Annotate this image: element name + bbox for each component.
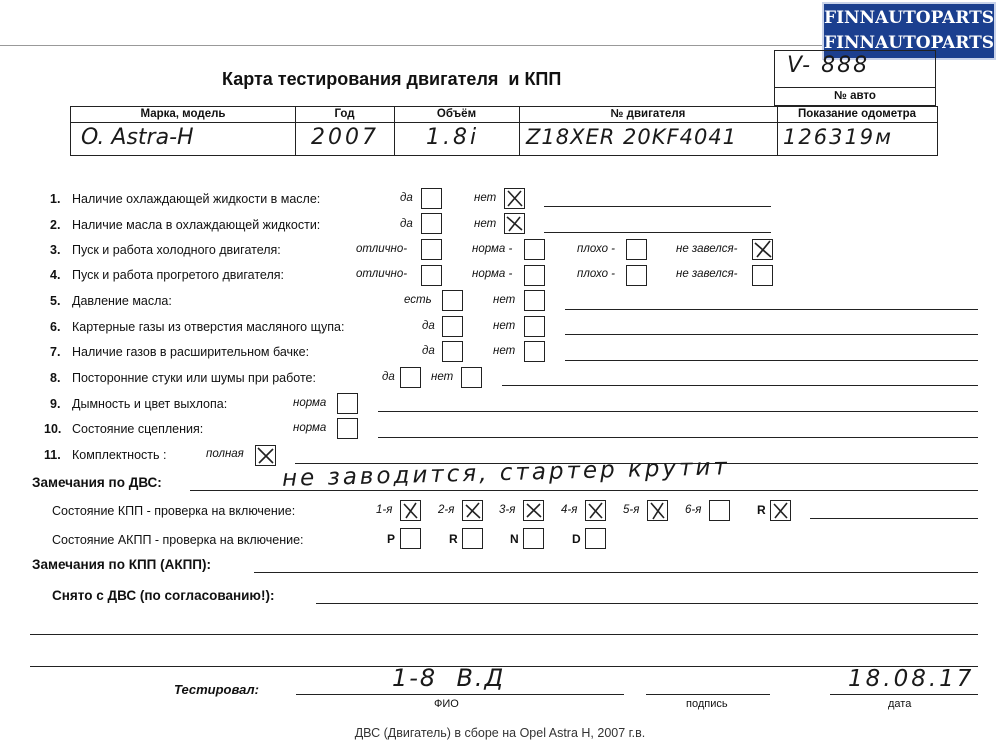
- akpp-r-label: R: [449, 532, 458, 546]
- q6-no-checkbox[interactable]: [524, 316, 545, 337]
- cross-mark-icon: [753, 240, 772, 259]
- akpp-p-checkbox[interactable]: [400, 528, 421, 549]
- q4-text: Пуск и работа прогретого двигателя:: [72, 268, 284, 282]
- q7-yes-checkbox[interactable]: [442, 341, 463, 362]
- cross-mark-icon: [586, 501, 605, 520]
- q4-opt-excellent-label: отлично-: [356, 268, 408, 280]
- cross-mark-icon: [505, 214, 524, 233]
- q2-number: 2.: [50, 218, 61, 232]
- q10-norm-checkbox[interactable]: [337, 418, 358, 439]
- q8-number: 8.: [50, 371, 61, 385]
- engine-remarks-label: Замечания по ДВС:: [32, 475, 162, 490]
- header-brand-model: Марка, модель: [140, 108, 226, 120]
- q11-opt-full-label: полная: [206, 448, 244, 460]
- q2-no-checkbox[interactable]: [504, 213, 525, 234]
- q5-opt-yes-label: есть: [404, 294, 432, 306]
- q11-number: 11.: [44, 448, 61, 462]
- akpp-r-checkbox[interactable]: [462, 528, 483, 549]
- q7-opt-yes-label: да: [422, 345, 435, 357]
- akpp-n-label: N: [510, 532, 519, 546]
- q7-text: Наличие газов в расширительном бачке:: [72, 345, 310, 359]
- q1-no-checkbox[interactable]: [504, 188, 525, 209]
- tested-fio-label: ФИО: [434, 698, 459, 710]
- q1-text: Наличие охлаждающей жидкости в масле:: [72, 192, 321, 206]
- cross-mark-icon: [401, 501, 420, 520]
- kpp-gear-4-checkbox[interactable]: [585, 500, 606, 521]
- tested-fio-value: 1-8 В.Д: [392, 664, 506, 692]
- q9-opt-norm-label: норма: [293, 397, 327, 409]
- q5-yes-checkbox[interactable]: [442, 290, 463, 311]
- q3-opt-nostart-label: не завелся-: [676, 243, 738, 255]
- tested-date-label: дата: [888, 698, 912, 710]
- header-volume: Объём: [436, 108, 477, 120]
- q5-opt-no-label: нет: [493, 294, 516, 306]
- kpp-gear-3-checkbox[interactable]: [523, 500, 544, 521]
- value-odometer: 126319м: [783, 125, 894, 149]
- q7-no-checkbox[interactable]: [524, 341, 545, 362]
- q8-yes-checkbox[interactable]: [400, 367, 421, 388]
- tested-date-value: 18.08.17: [848, 666, 975, 692]
- kpp-gear-r-label: R: [757, 503, 766, 517]
- q4-number: 4.: [50, 268, 61, 282]
- akpp-n-checkbox[interactable]: [523, 528, 544, 549]
- akpp-d-label: D: [572, 532, 581, 546]
- q4-normal-checkbox[interactable]: [524, 265, 545, 286]
- cross-mark-icon: [505, 189, 524, 208]
- vehicle-number-value: V- 888: [787, 53, 870, 78]
- q8-text: Посторонние стуки или шумы при работе:: [72, 371, 316, 385]
- kpp-gear-3-label: 3-я: [499, 504, 516, 516]
- cross-mark-icon: [463, 501, 482, 520]
- header-year: Год: [334, 108, 355, 120]
- kpp-gear-1-label: 1-я: [376, 504, 393, 516]
- value-brand-model: O. Astra-H: [81, 125, 194, 150]
- q7-opt-no-label: нет: [493, 345, 516, 357]
- watermark-line-1: FINNAUTOPARTS: [824, 8, 995, 28]
- q3-excellent-checkbox[interactable]: [421, 239, 442, 260]
- akpp-label: Состояние АКПП - проверка на включение:: [52, 533, 304, 547]
- q11-full-checkbox[interactable]: [255, 445, 276, 466]
- vehicle-table: [70, 106, 938, 156]
- q7-number: 7.: [50, 345, 61, 359]
- kpp-gear-5-label: 5-я: [623, 504, 640, 516]
- q1-opt-no-label: нет: [474, 192, 497, 204]
- q6-opt-no-label: нет: [493, 320, 516, 332]
- tested-sign-label: подпись: [686, 698, 728, 710]
- q3-opt-excellent-label: отлично-: [356, 243, 408, 255]
- q8-opt-yes-label: да: [382, 371, 395, 383]
- header-engine-number: № двигателя: [610, 108, 686, 120]
- q8-no-checkbox[interactable]: [461, 367, 482, 388]
- q3-opt-normal-label: норма -: [472, 243, 513, 255]
- q2-opt-yes-label: да: [400, 218, 413, 230]
- value-engine-number: Z18XER 20KF4041: [526, 125, 738, 149]
- q2-opt-no-label: нет: [474, 218, 497, 230]
- kpp-gear-4-label: 4-я: [561, 504, 578, 516]
- akpp-d-checkbox[interactable]: [585, 528, 606, 549]
- kpp-gear-2-checkbox[interactable]: [462, 500, 483, 521]
- value-volume: 1.8i: [426, 125, 480, 150]
- cross-mark-icon: [648, 501, 667, 520]
- q6-number: 6.: [50, 320, 61, 334]
- caption: ДВС (Двигатель) в сборе на Opel Astra H, 2007 г.в.: [354, 726, 646, 740]
- q2-text: Наличие масла в охлаждающей жидкости:: [72, 218, 321, 232]
- q1-number: 1.: [50, 192, 61, 206]
- kpp-gear-6-checkbox[interactable]: [709, 500, 730, 521]
- q3-bad-checkbox[interactable]: [626, 239, 647, 260]
- q8-opt-no-label: нет: [431, 371, 454, 383]
- q4-nostart-checkbox[interactable]: [752, 265, 773, 286]
- tested-label: Тестировал:: [174, 682, 259, 697]
- akpp-p-label: P: [387, 532, 396, 546]
- cross-mark-icon: [771, 501, 790, 520]
- vehicle-number-label: № авто: [834, 90, 876, 102]
- q2-yes-checkbox[interactable]: [421, 213, 442, 234]
- q3-opt-bad-label: плохо -: [577, 243, 615, 255]
- q10-text: Состояние сцепления:: [72, 422, 204, 436]
- removed-label: Снято с ДВС (по согласованию!):: [52, 588, 275, 603]
- q5-number: 5.: [50, 294, 61, 308]
- top-border-line: [0, 45, 822, 46]
- value-year: 2007: [311, 125, 379, 150]
- kpp-remarks-label: Замечания по КПП (АКПП):: [32, 557, 211, 572]
- q4-opt-nostart-label: не завелся-: [676, 268, 738, 280]
- kpp-gear-6-label: 6-я: [685, 504, 702, 516]
- q6-opt-yes-label: да: [422, 320, 435, 332]
- vehicle-number-box: [774, 50, 936, 106]
- q3-text: Пуск и работа холодного двигателя:: [72, 243, 281, 257]
- q4-opt-bad-label: плохо -: [577, 268, 615, 280]
- kpp-gear-1-checkbox[interactable]: [400, 500, 421, 521]
- q6-yes-checkbox[interactable]: [442, 316, 463, 337]
- q5-no-checkbox[interactable]: [524, 290, 545, 311]
- kpp-label: Состояние КПП - проверка на включение:: [52, 504, 296, 518]
- kpp-gear-r-checkbox[interactable]: [770, 500, 791, 521]
- q1-yes-checkbox[interactable]: [421, 188, 442, 209]
- cross-mark-icon: [524, 501, 543, 520]
- q10-opt-norm-label: норма: [293, 422, 327, 434]
- kpp-gear-5-checkbox[interactable]: [647, 500, 668, 521]
- q10-number: 10.: [44, 422, 62, 436]
- header-odometer: Показание одометра: [798, 108, 916, 120]
- q9-number: 9.: [50, 397, 61, 411]
- q3-nostart-checkbox[interactable]: [752, 239, 773, 260]
- q1-opt-yes-label: да: [400, 192, 413, 204]
- q9-norm-checkbox[interactable]: [337, 393, 358, 414]
- q9-text: Дымность и цвет выхлопа:: [72, 397, 228, 411]
- cross-mark-icon: [256, 446, 275, 465]
- q4-opt-normal-label: норма -: [472, 268, 513, 280]
- engine-remarks-value: не заводится, стартер крутит: [281, 454, 731, 492]
- q3-normal-checkbox[interactable]: [524, 239, 545, 260]
- page-title: Карта тестирования двигателя и КПП: [222, 69, 562, 89]
- watermark-line-2: FINNAUTOPARTS: [824, 33, 995, 53]
- q5-text: Давление масла:: [72, 294, 172, 308]
- q11-text: Комплектность :: [72, 448, 167, 462]
- kpp-gear-2-label: 2-я: [438, 504, 455, 516]
- q3-number: 3.: [50, 243, 61, 257]
- q4-excellent-checkbox[interactable]: [421, 265, 442, 286]
- q4-bad-checkbox[interactable]: [626, 265, 647, 286]
- q6-text: Картерные газы из отверстия масляного щупа:: [72, 320, 345, 334]
